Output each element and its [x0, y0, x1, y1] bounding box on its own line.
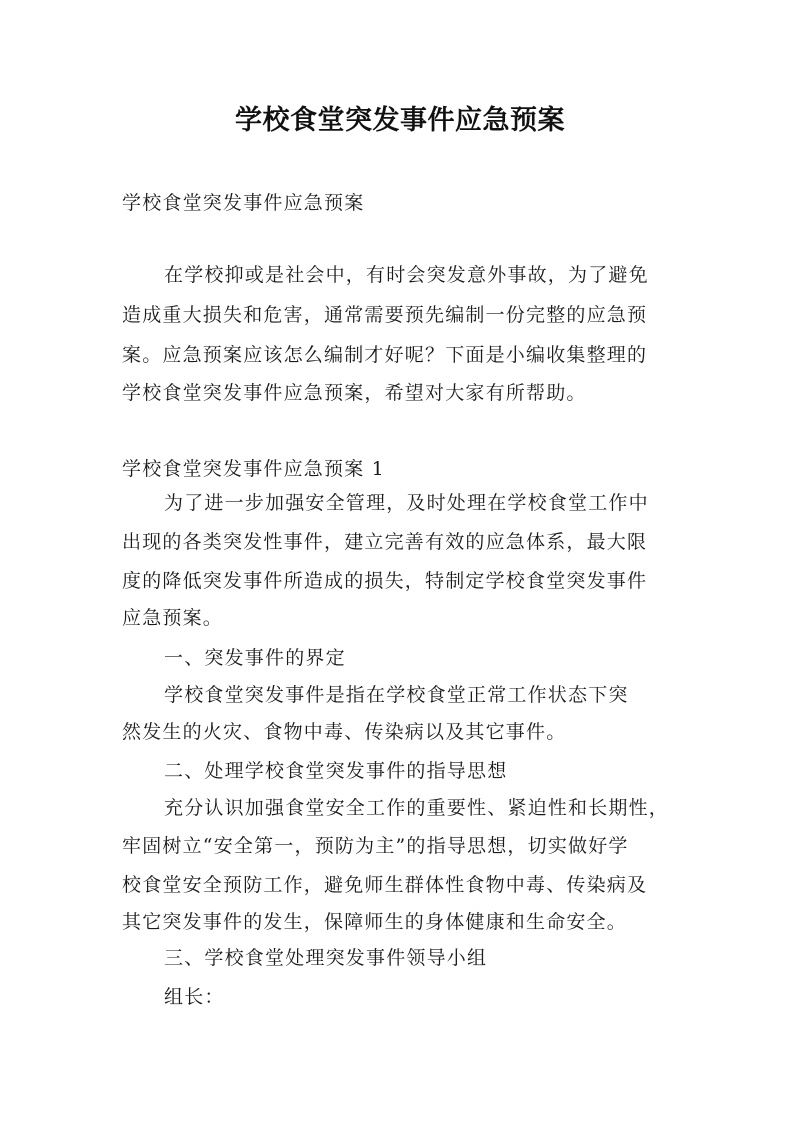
leader-label: 组长：	[164, 986, 225, 1008]
section-1-line-1: 为了进一步加强安全管理，及时处理在学校食堂工作中	[164, 492, 649, 514]
guiding-idea-line-4: 其它突发事件的发生，保障师生的身体健康和生命安全。	[122, 911, 628, 933]
guiding-idea-line-3: 校食堂安全预防工作，避免师生群体性食物中毒、传染病及	[122, 874, 648, 896]
guiding-idea-line-2: 牢固树立“安全第一，预防为主”的指导思想，切实做好学	[122, 835, 629, 857]
section-1-line-3: 度的降低突发事件所造成的损失，特制定学校食堂突发事件	[122, 570, 648, 592]
definition-line-2: 然发生的火灾、食物中毒、传染病以及其它事件。	[122, 721, 567, 743]
guiding-idea-line-1: 充分认识加强食堂安全工作的重要性、紧迫性和长期性，	[164, 797, 670, 819]
heading-definition: 一、突发事件的界定	[164, 647, 346, 669]
intro-line-1: 在学校抑或是社会中，有时会突发意外事故，为了避免	[164, 264, 649, 286]
heading-guiding-idea: 二、处理学校食堂突发事件的指导思想	[164, 760, 508, 782]
heading-leadership-group: 三、学校食堂处理突发事件领导小组	[164, 947, 488, 969]
intro-line-3: 案。应急预案应该怎么编制才好呢？下面是小编收集整理的	[122, 344, 648, 366]
document-title: 学校食堂突发事件应急预案	[235, 105, 565, 136]
intro-line-4: 学校食堂突发事件应急预案，希望对大家有所帮助。	[122, 382, 587, 404]
definition-line-1: 学校食堂突发事件是指在学校食堂正常工作状态下突	[164, 684, 629, 706]
section-1-line-2: 出现的各类突发性事件，建立完善有效的应急体系，最大限	[122, 531, 648, 553]
intro-line-2: 造成重大损失和危害，通常需要预先编制一份完整的应急预	[122, 304, 648, 326]
section-1-title: 学校食堂突发事件应急预案 1	[122, 458, 385, 480]
section-1-line-4: 应急预案。	[122, 607, 224, 629]
document-subtitle: 学校食堂突发事件应急预案	[122, 192, 365, 214]
